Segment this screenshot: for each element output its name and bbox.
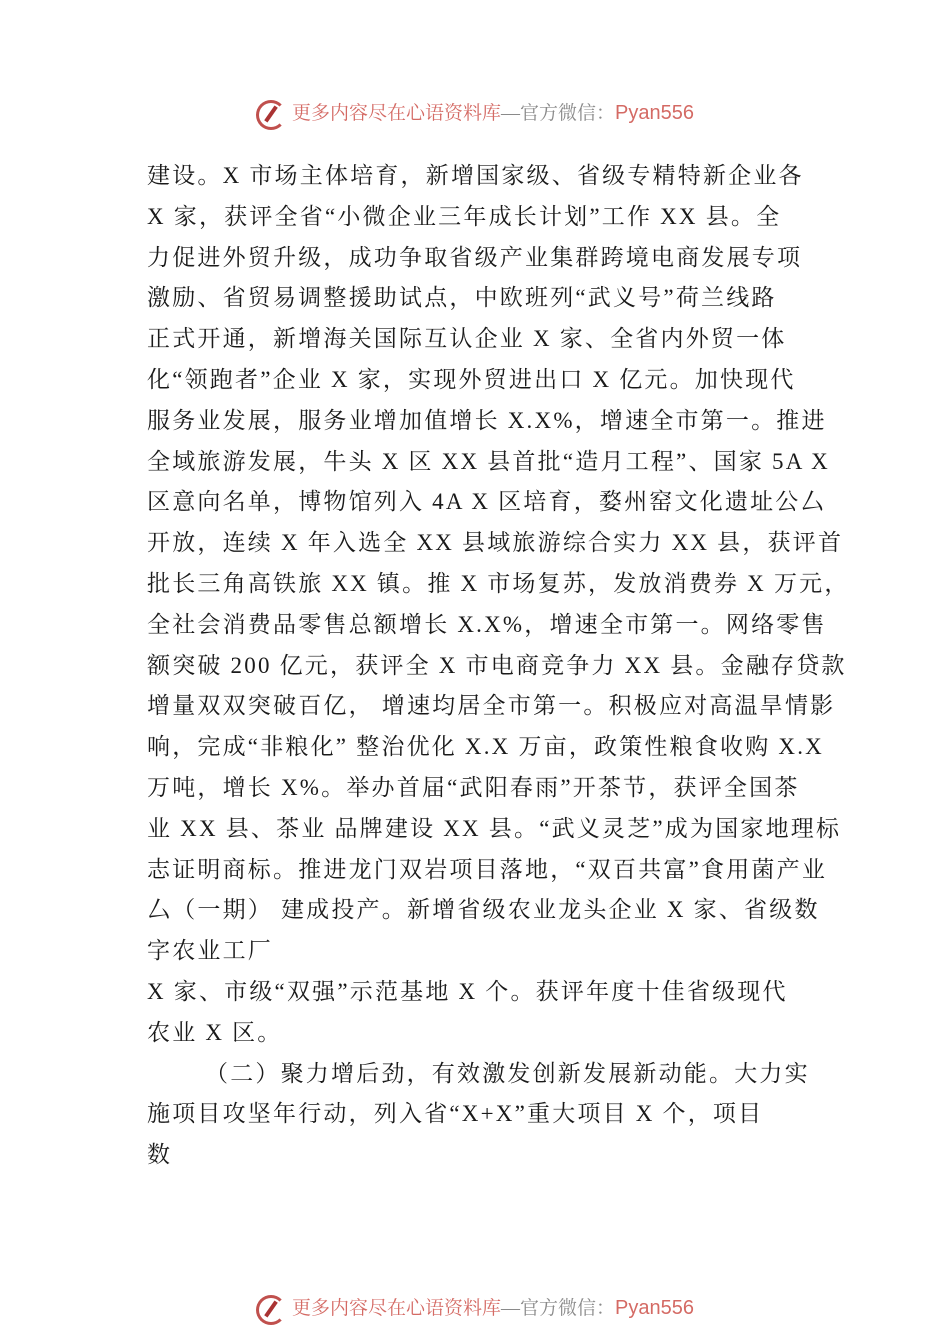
text-line: 力促进外贸升级，成功争取省级产业集群跨境电商发展专项 (147, 244, 803, 270)
text-line: 增量双双突破百亿， 增速均居全市第一。积极应对高温旱情影 (147, 693, 836, 719)
text-line: X 家、市级“双强”示范基地 X 个。获评年度十佳省级现代 (147, 978, 788, 1004)
text-line: 施项目攻坚年行动，列入省“X+X”重大项目 X 个，项目 (147, 1101, 764, 1127)
text-line: 全域旅游发展，牛头 X 区 XX 县首批“造月工程”、国家 5A X (147, 448, 830, 474)
text-line: 数 (147, 1142, 173, 1168)
text-line: 建设。X 市场主体培育，新增国家级、省级专精特新企业各 (147, 163, 804, 188)
pen-logo-icon (256, 1295, 286, 1325)
text-line: 区意向名单，博物馆列入 4A X 区培育，婺州窑文化遗址公厶 (147, 489, 826, 515)
section-heading-line: （二）聚力增后劲，有效激发创新发展新动能。大力实 (205, 1060, 810, 1086)
text-line: 服务业发展，服务业增加值增长 X.X%，增速全市第一。推进 (147, 407, 827, 433)
watermark-text: 更多内容尽在心语资料库 (292, 1298, 502, 1319)
text-line: 化“领跑者”企业 X 家，实现外贸进出口 X 亿元。加快现代 (147, 366, 796, 392)
text-line: 字农业工厂 (147, 938, 273, 964)
watermark-wechat-id: Pyan556 (615, 1297, 694, 1319)
header-watermark (0, 98, 950, 130)
text-line: 激励、省贸易调整援助试点，中欧班列“武义号”荷兰线路 (147, 285, 777, 311)
text-line: 开放，连续 X 年入选全 XX 县域旅游综合实力 XX 县，获评首 (147, 530, 844, 556)
text-line: 额突破 200 亿元，获评全 X 市电商竞争力 XX 县。金融存贷款 (147, 652, 847, 678)
text-line: 全社会消费品零售总额增长 X.X%，增速全市第一。网络零售 (147, 611, 827, 637)
text-line: 厶（一期） 建成投产。新增省级农业龙头企业 X 家、省级数 (147, 897, 820, 923)
pen-logo-icon (256, 100, 286, 130)
text-line: 志证明商标。推进龙门双岩项目落地，“双百共富”食用菌产业 (147, 856, 828, 882)
text-line: 万吨，增长 X%。举办首届“武阳春雨”开茶节，获评全国茶 (147, 774, 800, 800)
text-line: 批长三角高铁旅 XX 镇。推 X 市场复苏，发放消费券 X 万元， (147, 570, 850, 596)
document-body (147, 156, 850, 1176)
watermark-wechat-id: Pyan556 (615, 102, 694, 124)
footer-watermark (0, 1293, 950, 1325)
text-line: 业 XX 县、茶业 品牌建设 XX 县。“武义灵芝”成为国家地理标 (147, 815, 842, 841)
text-line: X 家，获评全省“小微企业三年成长计划”工作 XX 县。全 (147, 203, 782, 229)
text-line: 响，完成“非粮化” 整治优化 X.X 万亩，政策性粮食收购 X.X (147, 734, 824, 760)
text-line: 正式开通，新增海关国际互认企业 X 家、全省内外贸一体 (147, 326, 787, 352)
watermark-label: —官方微信： (501, 1298, 616, 1319)
text-line: 农业 X 区。 (147, 1019, 283, 1045)
watermark-text: 更多内容尽在心语资料库 (292, 103, 502, 124)
watermark-label: —官方微信： (501, 103, 616, 124)
